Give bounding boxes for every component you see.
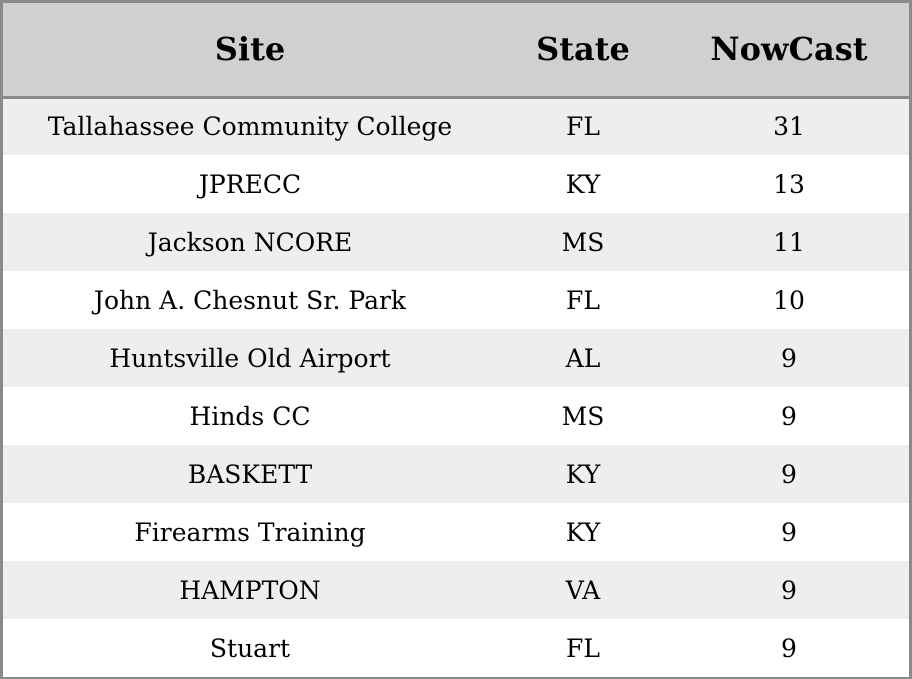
nowcast-cell: 9 [781,343,797,373]
site-cell: Huntsville Old Airport [109,343,391,373]
nowcast-cell: 9 [781,517,797,547]
column-header-state: State [497,3,669,97]
state-cell: VA [565,575,601,605]
site-cell: JPRECC [198,169,302,199]
site-cell: Jackson NCORE [147,227,353,257]
nowcast-cell: 11 [773,227,805,257]
state-cell: FL [566,285,600,315]
state-cell: KY [565,517,601,547]
site-cell: Firearms Training [134,517,366,547]
column-header-site: Site [3,3,497,97]
table-row [3,445,909,503]
table-row [3,329,909,387]
nowcast-cell: 9 [781,633,797,663]
table-body [3,97,909,677]
site-cell: John A. Chesnut Sr. Park [93,285,407,315]
table-row [3,97,909,155]
nowcast-cell: 9 [781,575,797,605]
state-cell: KY [565,459,601,489]
table-row [3,155,909,213]
state-cell: AL [565,343,601,373]
state-cell: FL [566,112,600,142]
table-row [3,503,909,561]
table-row [3,213,909,271]
table-row [3,561,909,619]
nowcast-cell: 9 [781,401,797,431]
site-cell: HAMPTON [179,575,321,605]
table-header [3,3,909,97]
state-cell: MS [561,401,605,431]
state-cell: KY [565,169,601,199]
nowcast-cell: 13 [773,169,805,199]
site-cell: Tallahassee Community College [47,112,453,142]
state-cell: FL [566,633,600,663]
state-cell: MS [561,227,605,257]
nowcast-cell: 31 [773,112,805,142]
nowcast-cell: 9 [781,459,797,489]
nowcast-table [3,3,909,677]
table-row [3,271,909,329]
column-header-nowcast: NowCast [669,3,909,97]
nowcast-cell: 10 [773,285,805,315]
site-cell: Stuart [209,633,291,663]
table-row [3,619,909,677]
table-row [3,387,909,445]
site-cell: BASKETT [187,459,313,489]
site-cell: Hinds CC [189,401,311,431]
header-row [3,3,909,97]
